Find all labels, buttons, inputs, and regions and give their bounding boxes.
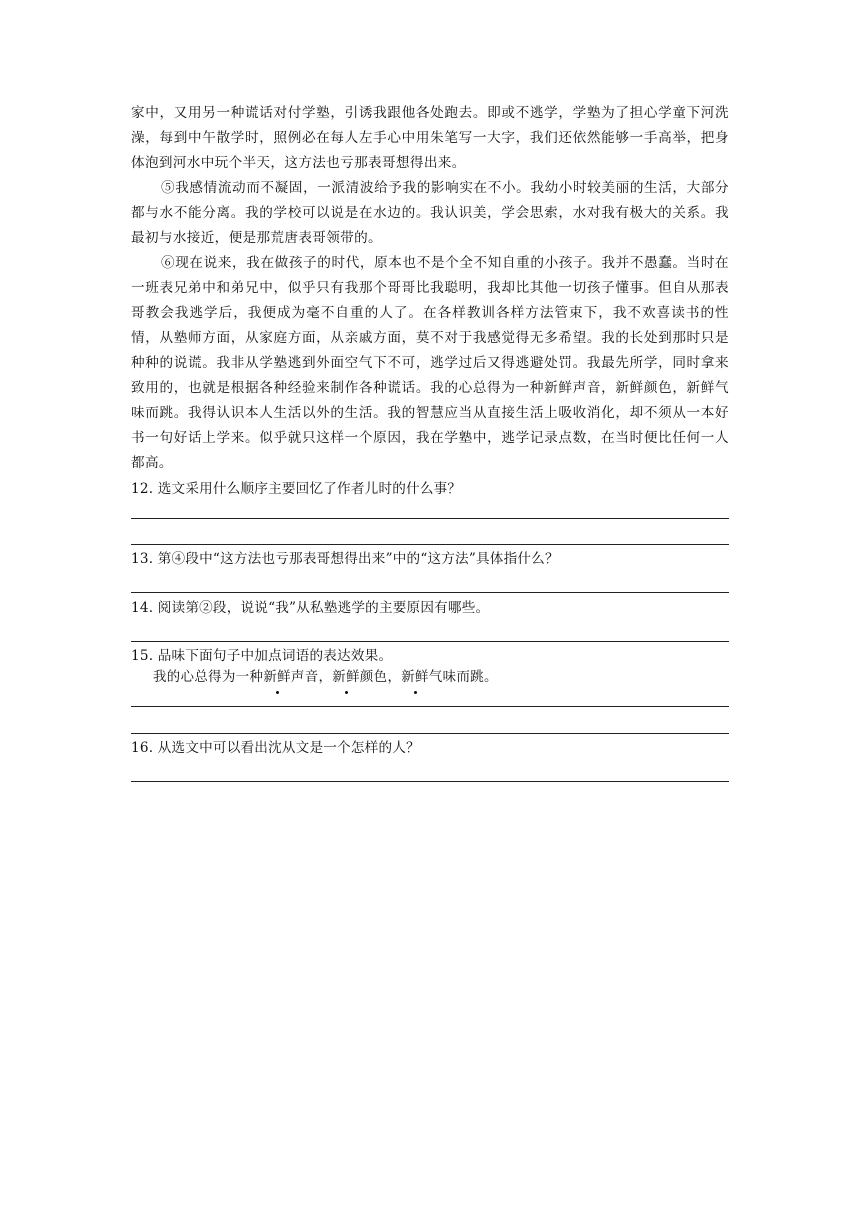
question-16: 16. 从选文中可以看出沈从文是一个怎样的人？: [131, 740, 420, 756]
passage-paragraph-6: ⑥现在说来，我在做孩子的时代，原本也不是个全不知自重的小孩子。我并不愚蠢。当时在一班表兄弟中和弟兄中，似乎只有我那个哥哥比我聪明，我却比其他一切孩子懂事。但自从那表哥教会我逃学后，我便成为毫不自重的人了。在各样教训各样方法管束下，我不欢喜读书的性情，从塾师方面，从家庭方面，从亲戚方面，莫不对于我感觉得无多希望。我的长处到那时只是种种的说谎。我非从学塾逃到外面空气下不可，逃学过后又得逃避处罚。我最先所学，同时拿来致用的，也就是根据各种经验来制作各种谎话。我的心总得为一种新鲜声音，新鲜颜色，新鲜气味而跳。我得认识本人生活以外的生活。我的智慧应当从直接生活上吸收消化，却不须从一本好书一句好话上学来。似乎就只这样一个原因，我在学塾中，逃学记录点数，在当时便比任何一人都高。: [131, 255, 729, 471]
quote-text-2: 声音，: [290, 670, 333, 685]
question-14: 14. 阅读第②段，说说“我”从私塾逃学的主要原因有哪些。: [131, 600, 490, 616]
question-13: 13. 第④段中“这方法也亏那表哥想得出来”中的“这方法”具体指什么？: [131, 551, 559, 567]
quote-text-3: 颜色，: [359, 670, 402, 685]
quote-text-1: 我的心总得为一种: [153, 670, 264, 685]
dotted-word-1: 新鲜: [263, 667, 291, 689]
dotted-word-2: 新鲜: [332, 667, 360, 689]
quote-text-4: 气味而跳。: [428, 670, 498, 685]
question-15: 15. 品味下面句子中加点词语的表达效果。: [131, 648, 393, 664]
dotted-word-3: 新鲜: [401, 667, 429, 689]
passage-paragraph-5: ⑤我感情流动而不凝固，一派清波给予我的影响实在不小。我幼小时较美丽的生活，大部分都与水不能分离。我的学校可以说是在水边的。我认识美，学会思索，水对我有极大的关系。我最初与水接近，便是那荒唐表哥领带的。: [131, 180, 729, 246]
question-15-quote: [131, 667, 729, 689]
answer-line-16[interactable]: [131, 781, 729, 782]
worksheet-content: [131, 101, 729, 782]
passage-paragraph-continued: 家中，又用另一种谎话对付学塾，引诱我跟他各处跑去。即或不逃学，学塾为了担心学童下河洗澡，每到中午散学时，照例必在每人左手心中用朱笔写一大字，我们还依然能够一手高举，把身体泡到河水中玩个半天，这方法也亏那表哥想得出来。: [131, 105, 729, 171]
question-12: 12. 选文采用什么顺序主要回忆了作者儿时的什么事？: [131, 481, 462, 497]
